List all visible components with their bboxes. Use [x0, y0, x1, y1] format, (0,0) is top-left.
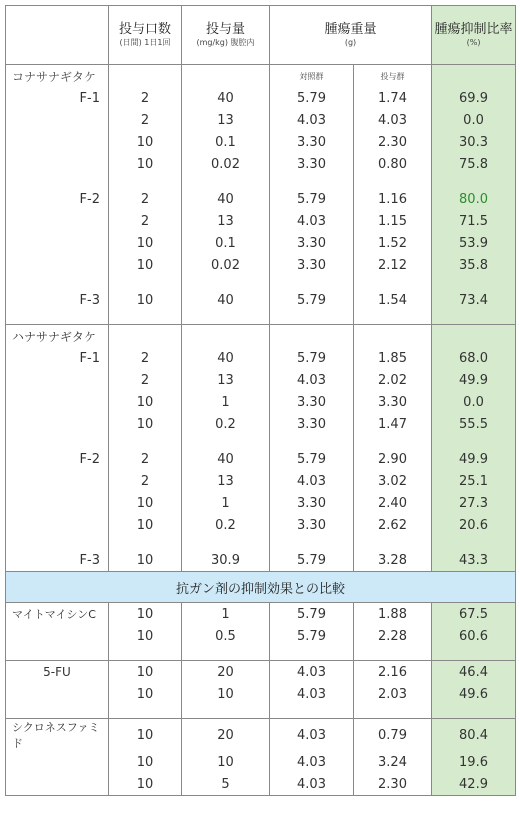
rate-cell: 42.9: [432, 773, 516, 796]
doses-cell: 2: [109, 188, 182, 210]
table-row: [6, 289, 516, 311]
spacer-cell: [182, 647, 270, 661]
treated-weight-cell: 2.62: [354, 514, 432, 536]
control-weight-cell: 5.79: [270, 188, 354, 210]
spacer-cell: [354, 311, 432, 325]
rate-cell: 0.0: [432, 109, 516, 131]
group-header-row: [6, 325, 516, 348]
amount-cell: 0.2: [182, 514, 270, 536]
spacer-cell: [109, 647, 182, 661]
doses-cell: 10: [109, 289, 182, 311]
header-rate-label: 腫瘍抑制比率: [434, 22, 513, 37]
spacer-cell: [270, 276, 354, 289]
table-row: [6, 232, 516, 254]
table-row: [6, 549, 516, 572]
treated-weight-cell: 2.40: [354, 492, 432, 514]
treated-weight-cell: 1.15: [354, 210, 432, 232]
row-label: [6, 210, 109, 232]
drug-row: [6, 625, 516, 647]
control-weight-cell: 4.03: [270, 683, 354, 705]
rate-cell: 80.0: [432, 188, 516, 210]
doses-cell: 10: [109, 603, 182, 626]
rate-cell: 30.3: [432, 131, 516, 153]
amount-cell: 0.2: [182, 413, 270, 435]
control-weight-cell: 5.79: [270, 347, 354, 369]
doses-cell: 2: [109, 210, 182, 232]
rate-cell: 19.6: [432, 751, 516, 773]
control-weight-cell: 4.03: [270, 470, 354, 492]
subheader-treated: 投与群: [354, 65, 432, 88]
doses-cell: 10: [109, 683, 182, 705]
treated-weight-cell: 3.28: [354, 549, 432, 572]
spacer-cell: [109, 175, 182, 188]
spacer-row: [6, 647, 516, 661]
amount-cell: 0.1: [182, 131, 270, 153]
row-label: [6, 391, 109, 413]
rate-cell: 71.5: [432, 210, 516, 232]
amount-cell: 13: [182, 210, 270, 232]
spacer-cell: [109, 276, 182, 289]
doses-cell: 10: [109, 625, 182, 647]
rate-cell: 35.8: [432, 254, 516, 276]
drug-name: [6, 773, 109, 796]
doses-cell: 2: [109, 87, 182, 109]
table-row: [6, 391, 516, 413]
header-rate-sub: (%): [466, 38, 481, 47]
treated-weight-cell: 3.02: [354, 470, 432, 492]
amount-cell: 30.9: [182, 549, 270, 572]
treated-weight-cell: 4.03: [354, 109, 432, 131]
doses-cell: 10: [109, 751, 182, 773]
treated-weight-cell: 2.30: [354, 773, 432, 796]
blank-cell: [109, 325, 182, 348]
spacer-cell: [6, 435, 109, 448]
treated-weight-cell: 1.54: [354, 289, 432, 311]
spacer-cell: [109, 311, 182, 325]
amount-cell: 40: [182, 347, 270, 369]
blank-cell: [354, 325, 432, 348]
control-weight-cell: 4.03: [270, 109, 354, 131]
treated-weight-cell: 2.28: [354, 625, 432, 647]
spacer-cell: [432, 175, 516, 188]
control-weight-cell: 3.30: [270, 232, 354, 254]
row-label: [6, 254, 109, 276]
spacer-cell: [270, 647, 354, 661]
treated-weight-cell: 2.90: [354, 448, 432, 470]
header-amount-sub: (mg/kg) 腹腔内: [196, 38, 255, 47]
amount-cell: 1: [182, 391, 270, 413]
amount-cell: 1: [182, 492, 270, 514]
table-row: [6, 131, 516, 153]
control-weight-cell: 4.03: [270, 773, 354, 796]
doses-cell: 10: [109, 492, 182, 514]
row-label: [6, 470, 109, 492]
spacer-cell: [432, 435, 516, 448]
rate-cell: 49.6: [432, 683, 516, 705]
doses-cell: 2: [109, 369, 182, 391]
doses-cell: 10: [109, 514, 182, 536]
doses-cell: 10: [109, 773, 182, 796]
doses-cell: 10: [109, 153, 182, 175]
table-row: [6, 492, 516, 514]
group-name: コナサナギタケ: [6, 65, 109, 88]
row-label: [6, 514, 109, 536]
drug-name: マイトマイシンC: [6, 603, 109, 626]
drug-row: [6, 661, 516, 684]
treated-weight-cell: 2.16: [354, 661, 432, 684]
amount-cell: 0.02: [182, 153, 270, 175]
rate-cell: 75.8: [432, 153, 516, 175]
treated-weight-cell: 1.52: [354, 232, 432, 254]
spacer-cell: [182, 536, 270, 549]
control-weight-cell: 5.79: [270, 625, 354, 647]
spacer-cell: [182, 276, 270, 289]
doses-cell: 2: [109, 448, 182, 470]
table-row: [6, 254, 516, 276]
row-label: [6, 492, 109, 514]
drug-name: シクロネスファミド: [6, 719, 109, 752]
amount-cell: 40: [182, 448, 270, 470]
row-label: F-1: [6, 87, 109, 109]
table-row: [6, 153, 516, 175]
spacer-cell: [182, 175, 270, 188]
spacer-cell: [432, 311, 516, 325]
row-label: [6, 369, 109, 391]
group-name: ハナサナギタケ: [6, 325, 109, 348]
spacer-cell: [432, 647, 516, 661]
spacer-cell: [354, 536, 432, 549]
treated-weight-cell: 0.80: [354, 153, 432, 175]
control-weight-cell: 3.30: [270, 131, 354, 153]
blank-cell: [432, 325, 516, 348]
spacer-cell: [6, 705, 109, 719]
spacer-cell: [270, 705, 354, 719]
amount-cell: 13: [182, 470, 270, 492]
spacer-cell: [270, 175, 354, 188]
spacer-cell: [6, 647, 109, 661]
table-row: [6, 188, 516, 210]
table-row: [6, 109, 516, 131]
rate-cell: 68.0: [432, 347, 516, 369]
amount-cell: 10: [182, 683, 270, 705]
spacer-cell: [6, 175, 109, 188]
spacer-cell: [6, 276, 109, 289]
treated-weight-cell: 1.74: [354, 87, 432, 109]
amount-cell: 20: [182, 719, 270, 752]
table-row: [6, 210, 516, 232]
drug-row: [6, 773, 516, 796]
amount-cell: 10: [182, 751, 270, 773]
control-weight-cell: 4.03: [270, 751, 354, 773]
blank-cell: [432, 65, 516, 88]
amount-cell: 5: [182, 773, 270, 796]
amount-cell: 0.5: [182, 625, 270, 647]
amount-cell: 20: [182, 661, 270, 684]
blank-cell: [109, 65, 182, 88]
blank-cell: [270, 325, 354, 348]
doses-cell: 10: [109, 719, 182, 752]
control-weight-cell: 3.30: [270, 492, 354, 514]
drug-name: [6, 751, 109, 773]
control-weight-cell: 3.30: [270, 413, 354, 435]
doses-cell: 10: [109, 131, 182, 153]
spacer-cell: [182, 311, 270, 325]
doses-cell: 2: [109, 109, 182, 131]
spacer-cell: [354, 276, 432, 289]
header-amount: [182, 6, 270, 65]
rate-cell: 49.9: [432, 448, 516, 470]
spacer-row: [6, 175, 516, 188]
group-header-row: [6, 65, 516, 88]
spacer-cell: [270, 435, 354, 448]
doses-cell: 10: [109, 232, 182, 254]
rate-cell: 55.5: [432, 413, 516, 435]
header-doses-label: 投与口数: [118, 22, 171, 37]
control-weight-cell: 4.03: [270, 661, 354, 684]
rate-cell: 27.3: [432, 492, 516, 514]
drug-row: [6, 719, 516, 752]
treated-weight-cell: 2.02: [354, 369, 432, 391]
spacer-row: [6, 536, 516, 549]
spacer-row: [6, 705, 516, 719]
drug-name: [6, 683, 109, 705]
spacer-cell: [432, 536, 516, 549]
comparison-title: 抗ガン剤の抑制効果との比較: [6, 572, 516, 603]
doses-cell: 10: [109, 391, 182, 413]
spacer-cell: [432, 276, 516, 289]
drug-name: [6, 625, 109, 647]
treated-weight-cell: 3.30: [354, 391, 432, 413]
rate-cell: 69.9: [432, 87, 516, 109]
table-row: [6, 87, 516, 109]
header-doses: [109, 6, 182, 65]
row-label: [6, 232, 109, 254]
rate-cell: 46.4: [432, 661, 516, 684]
row-label: [6, 109, 109, 131]
control-weight-cell: 4.03: [270, 369, 354, 391]
blank-cell: [182, 65, 270, 88]
amount-cell: 13: [182, 109, 270, 131]
treated-weight-cell: 2.30: [354, 131, 432, 153]
subheader-control: 対照群: [270, 65, 354, 88]
amount-cell: 40: [182, 87, 270, 109]
header-doses-sub: (日間) 1日1回: [119, 38, 171, 47]
spacer-row: [6, 276, 516, 289]
rate-cell: 25.1: [432, 470, 516, 492]
doses-cell: 10: [109, 661, 182, 684]
spacer-row: [6, 311, 516, 325]
comparison-section-row: [6, 572, 516, 603]
control-weight-cell: 5.79: [270, 448, 354, 470]
row-label: F-1: [6, 347, 109, 369]
treated-weight-cell: 3.24: [354, 751, 432, 773]
header-weight-sub: (g): [344, 38, 357, 47]
control-weight-cell: 5.79: [270, 87, 354, 109]
header-amount-label: 投与量: [205, 22, 245, 37]
treated-weight-cell: 1.85: [354, 347, 432, 369]
row-label: [6, 131, 109, 153]
control-weight-cell: 5.79: [270, 549, 354, 572]
control-weight-cell: 3.30: [270, 514, 354, 536]
amount-cell: 0.02: [182, 254, 270, 276]
spacer-cell: [354, 647, 432, 661]
amount-cell: 0.1: [182, 232, 270, 254]
amount-cell: 40: [182, 188, 270, 210]
header-rate: [432, 6, 516, 65]
rate-cell: 60.6: [432, 625, 516, 647]
doses-cell: 10: [109, 413, 182, 435]
control-weight-cell: 3.30: [270, 153, 354, 175]
row-label: F-2: [6, 448, 109, 470]
control-weight-cell: 5.79: [270, 603, 354, 626]
drug-row: [6, 751, 516, 773]
treated-weight-cell: 1.88: [354, 603, 432, 626]
tumor-inhibition-table: [5, 5, 516, 796]
doses-cell: 2: [109, 470, 182, 492]
doses-cell: 10: [109, 254, 182, 276]
treated-weight-cell: 2.03: [354, 683, 432, 705]
rate-cell: 43.3: [432, 549, 516, 572]
rate-cell: 53.9: [432, 232, 516, 254]
table-row: [6, 514, 516, 536]
row-label: [6, 153, 109, 175]
control-weight-cell: 4.03: [270, 719, 354, 752]
drug-row: [6, 683, 516, 705]
spacer-cell: [270, 311, 354, 325]
rate-cell: 73.4: [432, 289, 516, 311]
drug-row: [6, 603, 516, 626]
rate-cell: 0.0: [432, 391, 516, 413]
row-label: F-2: [6, 188, 109, 210]
control-weight-cell: 5.79: [270, 289, 354, 311]
table-row: [6, 470, 516, 492]
table-row: [6, 448, 516, 470]
amount-cell: 13: [182, 369, 270, 391]
doses-cell: 10: [109, 549, 182, 572]
spacer-cell: [109, 705, 182, 719]
row-label: F-3: [6, 289, 109, 311]
treated-weight-cell: 2.12: [354, 254, 432, 276]
spacer-row: [6, 435, 516, 448]
spacer-cell: [182, 705, 270, 719]
row-label: [6, 413, 109, 435]
spacer-cell: [182, 435, 270, 448]
table-row: [6, 347, 516, 369]
control-weight-cell: 4.03: [270, 210, 354, 232]
table-row: [6, 413, 516, 435]
amount-cell: 1: [182, 603, 270, 626]
treated-weight-cell: 0.79: [354, 719, 432, 752]
treated-weight-cell: 1.16: [354, 188, 432, 210]
blank-cell: [182, 325, 270, 348]
amount-cell: 40: [182, 289, 270, 311]
spacer-cell: [432, 705, 516, 719]
header-row: [6, 6, 516, 65]
spacer-cell: [270, 536, 354, 549]
spacer-cell: [354, 175, 432, 188]
rate-cell: 20.6: [432, 514, 516, 536]
rate-cell: 67.5: [432, 603, 516, 626]
row-label: F-3: [6, 549, 109, 572]
spacer-cell: [6, 311, 109, 325]
spacer-cell: [354, 705, 432, 719]
rate-cell: 49.9: [432, 369, 516, 391]
control-weight-cell: 3.30: [270, 391, 354, 413]
spacer-cell: [109, 435, 182, 448]
header-weight: [270, 6, 432, 65]
doses-cell: 2: [109, 347, 182, 369]
spacer-cell: [354, 435, 432, 448]
table-row: [6, 369, 516, 391]
spacer-cell: [109, 536, 182, 549]
header-weight-label: 腫瘍重量: [324, 22, 377, 37]
rate-cell: 80.4: [432, 719, 516, 752]
drug-name: 5-FU: [6, 661, 109, 684]
header-blank: [6, 6, 109, 65]
control-weight-cell: 3.30: [270, 254, 354, 276]
spacer-cell: [6, 536, 109, 549]
treated-weight-cell: 1.47: [354, 413, 432, 435]
